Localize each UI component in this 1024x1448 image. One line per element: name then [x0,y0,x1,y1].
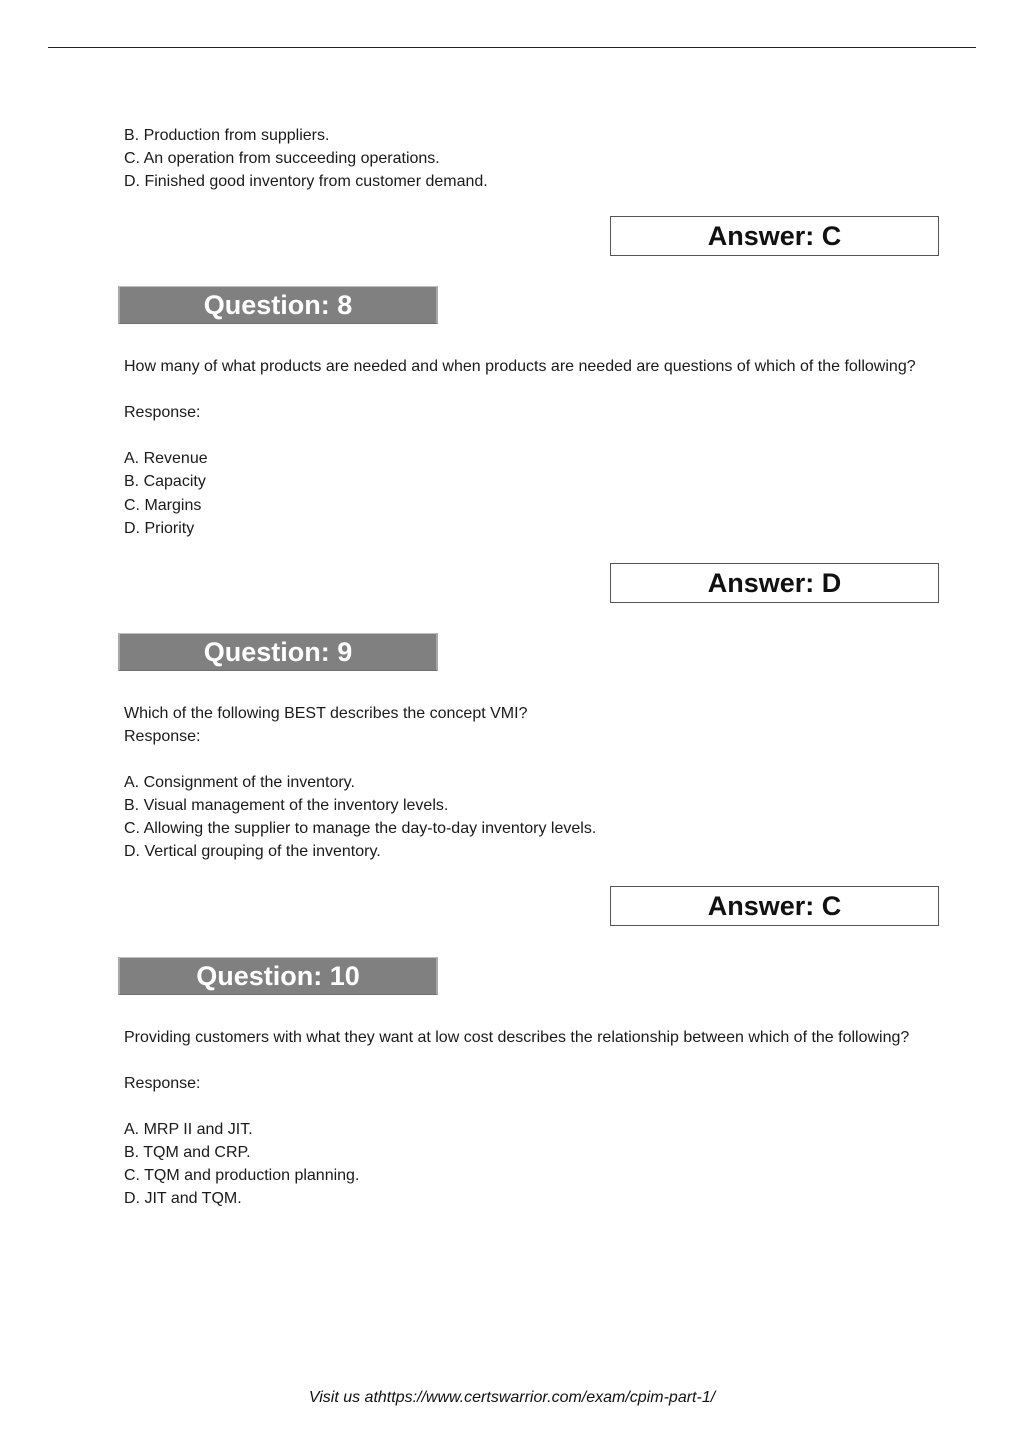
q9-option-c: C. Allowing the supplier to manage the day-to-day inventory levels. [124,820,597,837]
q9-option-b: B. Visual management of the inventory levels. [124,797,449,814]
q8-answer-box: Answer: D [610,563,939,603]
q9-option-d: D. Vertical grouping of the inventory. [124,843,381,860]
q8-option-c: C. Margins [124,497,202,514]
q10-response-label: Response: [124,1075,201,1092]
q10-title-bar: Question: 10 [118,957,438,995]
q7-option-b: B. Production from suppliers. [124,127,330,144]
q8-title-bar: Question: 8 [118,286,438,324]
q10-question-text: Providing customers with what they want at low cost describes the relationship between which of the following? [124,1029,910,1046]
q9-question-text: Which of the following BEST describes the concept VMI? [124,705,528,722]
q10-option-a: A. MRP II and JIT. [124,1121,253,1138]
q10-option-c: C. TQM and production planning. [124,1167,360,1184]
q8-option-a: A. Revenue [124,450,208,467]
q8-response-label: Response: [124,404,201,421]
q10-option-d: D. JIT and TQM. [124,1190,242,1207]
q10-option-b: B. TQM and CRP. [124,1144,251,1161]
q9-answer-box: Answer: C [610,886,939,926]
q7-answer-box: Answer: C [610,216,939,256]
q9-option-a: A. Consignment of the inventory. [124,774,355,791]
header-rule [48,47,976,48]
q7-option-d: D. Finished good inventory from customer demand. [124,173,488,190]
q9-title-bar: Question: 9 [118,633,438,671]
q8-option-b: B. Capacity [124,473,206,490]
q9-response-label: Response: [124,728,201,745]
q7-option-c: C. An operation from succeeding operations. [124,150,440,167]
footer-link-text[interactable]: Visit us athttps://www.certswarrior.com/exam/cpim-part-1/ [308,1389,716,1406]
q8-option-d: D. Priority [124,520,195,537]
q8-question-text: How many of what products are needed and when products are needed are questions of which of the following? [124,358,916,375]
